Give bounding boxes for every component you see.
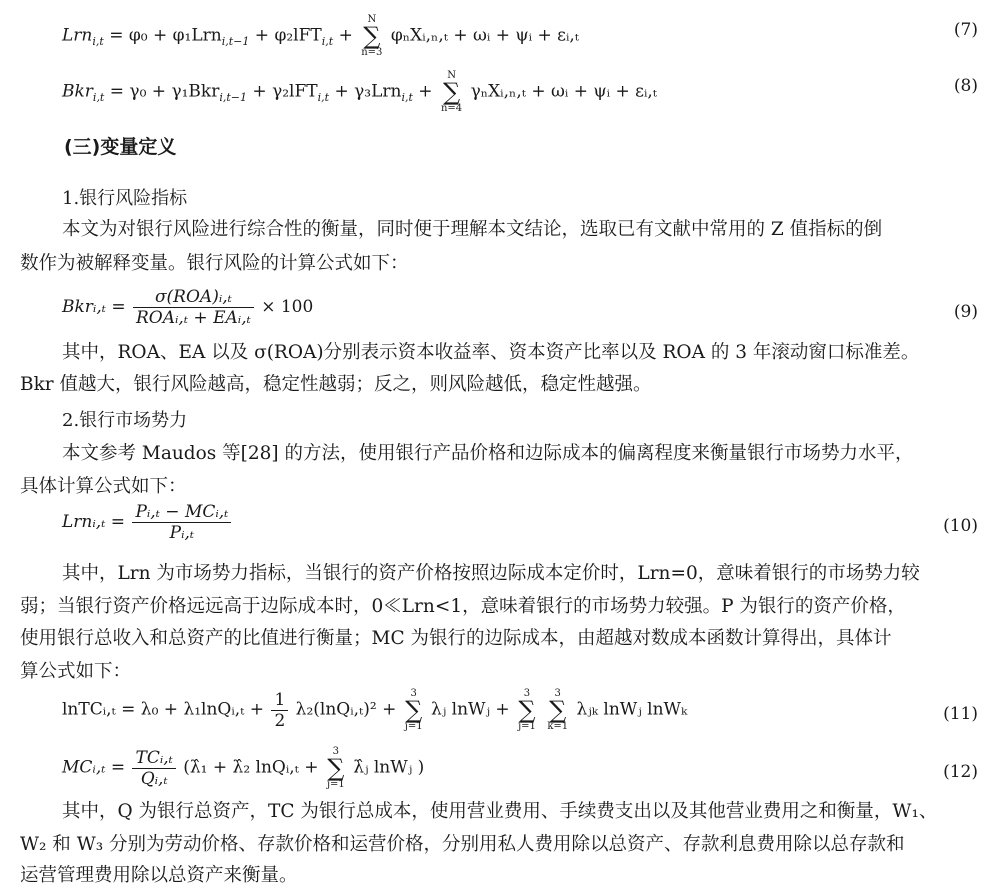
para4-line-2: 弱；当银行资产价格远远高于边际成本时，0≪Lrn<1，意味着银行的市场势力较强。P 为银行的资产价格， — [20, 596, 906, 617]
eq12-lhs: MCᵢ,ₜ = — [62, 757, 126, 778]
equation-9 — [62, 287, 313, 328]
equation-10 — [62, 502, 233, 543]
eq11-term-1: λⱼ lnWⱼ + — [430, 699, 510, 720]
para4-line-4: 算公式如下： — [20, 661, 132, 682]
eq7-rhs-c: φₙXᵢ,ₙ,ₜ + ωᵢ + ψᵢ + εᵢ,ₜ — [390, 25, 579, 46]
eq10-denominator: Pᵢ,ₜ — [169, 523, 195, 543]
para4-line-3: 使用银行总收入和总资产的比值进行衡量；MC 为银行的边际成本，由超越对数成本函数计算得出，具体计 — [20, 628, 892, 649]
para4-line-1: 其中，Lrn 为市场势力指标，当银行的资产价格按照边际成本定价时，Lrn=0，意味着银行的市场势力较 — [62, 563, 920, 584]
equation-11-number: (11) — [943, 704, 978, 724]
eq9-numerator: σ(ROA)ᵢ,ₜ — [133, 287, 254, 308]
eq8-rhs-c: + γ₃Lrn — [334, 81, 402, 102]
eq9-lhs: Bkrᵢ,ₜ = — [62, 297, 126, 317]
section-heading: (三)变量定义 — [64, 136, 177, 158]
eq7-lhs: Lrn — [62, 25, 93, 46]
eq8-rhs-b: + γ₂lFT — [252, 81, 318, 102]
eq12-numerator: TCᵢ,ₜ — [132, 748, 175, 769]
eq10-fraction — [132, 502, 231, 543]
eq11-lhs: lnTCᵢ,ₜ = λ₀ + λ₁lnQᵢ,ₜ + — [62, 699, 265, 720]
eq12-fraction — [132, 748, 175, 789]
para5-line-2: W₂ 和 W₃ 分别为劳动价格、存款价格和运营价格，分别用私人费用除以总资产、存款利息费用除以总存款和 — [20, 834, 905, 855]
eq10-numerator: Pᵢ,ₜ − MCᵢ,ₜ — [132, 502, 231, 523]
para2-line-1: 其中，ROA、EA 以及 σ(ROA)分别表示资本收益率、资本资产比率以及 ROA 的 3 年滚动窗口标准差。 — [62, 342, 920, 363]
equation-8: Bkr$_{i,t}$ = γ₀ + γ₁Bkr$_{i,t-1}$ + γ₂lFT$_{i,t}$ + γ₃Lrn$_{i,t}$ + N ∑ n=4 γₙXᵢ,ₙ,ₜ + ωᵢ + ψᵢ + εᵢ,ₜ — [62, 70, 657, 114]
equation-9-number: (9) — [953, 302, 978, 322]
para2-line-2: Bkr 值越大，银行风险越高，稳定性越弱；反之，则风险越低，稳定性越强。 — [20, 374, 652, 395]
eq9-tail: × 100 — [261, 297, 314, 317]
eq11-half: $\frac{1}{2}$ — [271, 690, 288, 731]
eq11-sum-2: 3 ∑ j=1 — [518, 688, 536, 732]
equation-7: Lrn$_{i,t}$ = φ₀ + φ₁Lrn$_{i,t-1}$ + φ₂lFT$_{i,t}$ + N ∑ n=3 φₙXᵢ,ₙ,ₜ + ωᵢ + ψᵢ + εᵢ,ₜ — [62, 14, 579, 58]
eq7-rhs-a: φ₀ + φ₁Lrn — [128, 25, 222, 46]
eq7-rhs-b: + φ₂lFT — [254, 25, 322, 46]
eq8-lhs: Bkr — [62, 81, 93, 102]
equation-11 — [62, 688, 687, 732]
equation-12 — [62, 746, 424, 790]
eq9-denominator: ROAᵢ,ₜ + EAᵢ,ₜ — [136, 308, 251, 328]
eq7-sum: N ∑ n=3 — [361, 14, 383, 58]
equation-8-number: (8) — [953, 76, 978, 96]
eq11-term-2: λⱼₖ lnWⱼ lnWₖ — [576, 699, 688, 720]
para3-line-2: 具体计算公式如下： — [20, 476, 187, 497]
eq11-sum-3: 3 ∑ k=1 — [547, 688, 569, 732]
eq9-fraction — [133, 287, 254, 328]
para1-line-1: 本文为对银行风险进行综合性的衡量，同时便于理解本文结论，选取已有文献中常用的 Z 值指标的倒 — [62, 219, 883, 240]
para5-line-3: 运营管理费用除以总资产来衡量。 — [20, 865, 298, 886]
equation-7-number: (7) — [953, 20, 978, 40]
para5-line-1: 其中，Q 为银行总资产，TC 为银行总成本，使用营业费用、手续费支出以及其他营业费用之和衡量，W₁、 — [62, 801, 938, 822]
eq8-sum: N ∑ n=4 — [440, 70, 463, 114]
equation-10-number: (10) — [943, 516, 978, 536]
eq10-lhs: Lrnᵢ,ₜ = — [62, 512, 126, 532]
para3-line-1: 本文参考 Maudos 等[28] 的方法，使用银行产品价格和边际成本的偏离程度来衡量银行市场势力水平， — [62, 443, 914, 464]
subheading-market-power: 2.银行市场势力 — [62, 410, 188, 431]
para1-line-2: 数作为被解释变量。银行风险的计算公式如下： — [20, 253, 409, 274]
eq8-rhs-a: γ₀ + γ₁Bkr — [129, 81, 220, 102]
equation-12-number: (12) — [943, 762, 978, 782]
eq8-rhs-d: γₙXᵢ,ₙ,ₜ + ωᵢ + ψᵢ + εᵢ,ₜ — [470, 81, 657, 102]
subheading-bank-risk: 1.银行风险指标 — [62, 188, 188, 209]
eq12-sum: 3 ∑ j=1 — [326, 746, 345, 790]
eq12-mid: (λ̂₁ + λ̂₂ lnQᵢ,ₜ + — [183, 757, 319, 778]
eq12-denominator: Qᵢ,ₜ — [140, 768, 168, 789]
eq12-tail: λ̂ⱼ lnWⱼ ) — [353, 757, 425, 778]
eq11-sum-1: 3 ∑ j=1 — [404, 688, 423, 732]
eq11-mid: λ₂(lnQᵢ,ₜ)² + — [295, 699, 397, 720]
